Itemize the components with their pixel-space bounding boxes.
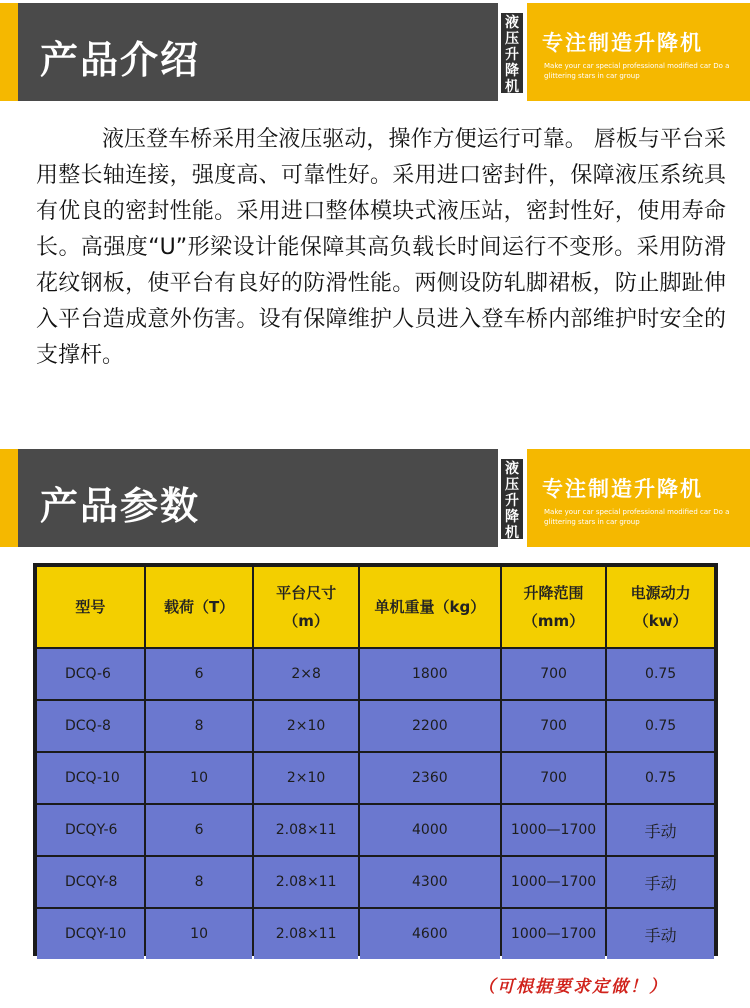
cell-lift-range: 700 [502,701,605,751]
banner-accent-stripe [0,3,18,101]
header-platform-size-unit: （m） [283,612,329,630]
header-model-label: 型号 [75,598,106,616]
table-row [37,857,714,907]
header-lift-range-label: 升降范围 [523,584,584,602]
header-model [37,567,144,647]
cell-weight: 4000 [360,805,500,855]
cell-weight: 1800 [360,649,500,699]
section-banner-intro [0,3,750,101]
cell-power: 0.75 [607,649,714,699]
cell-platform-size: 2×8 [254,649,357,699]
banner-slogan: 专注制造升降机 [542,31,703,55]
cell-lift-range: 1000—1700 [502,857,605,907]
cell-platform-size: 2.08×11 [254,857,357,907]
header-power-label: 电源动力 [630,584,691,602]
cell-model: DCQ-6 [37,649,144,699]
cell-power: 0.75 [607,753,714,803]
cell-weight: 4300 [360,857,500,907]
banner-vertical-label: 液压升降机 [501,459,523,539]
header-weight-label: 单机重量（kg） [374,598,486,616]
banner-slogan-panel [527,449,750,547]
cell-model: DCQ-8 [37,701,144,751]
header-platform-size-label: 平台尺寸 [276,584,337,602]
cell-platform-size: 2×10 [254,753,357,803]
intro-text: 液压登车桥采用全液压驱动，操作方便运行可靠。 唇板与平台采用整长轴连接，强度高、可靠性好。采用进口密封件，保障液压系统具有优良的密封性能。采用进口整体模块式液压站，密封性好，使用寿命长。高强度“U”形梁设计能保障其高负载长时间运行不变形。采用防滑花纹钢板，使平台有良好的防滑性能。两侧设防轧脚裙板，防止脚趾伸入平台造成意外伤害。设有保障维护人员进入登车桥内部维护时安全的支撑杆。 [36,127,726,368]
cell-weight: 4600 [360,909,500,959]
cell-power: 0.75 [607,701,714,751]
cell-platform-size: 2×10 [254,701,357,751]
banner-subtext: Make your car special professional modified car Do a glittering stars in car group [544,62,730,80]
section-banner-params [0,449,750,547]
banner-slogan-panel [527,3,750,101]
header-platform-size [254,567,357,647]
cell-model: DCQY-10 [37,909,144,959]
header-load [146,567,253,647]
cell-model: DCQY-6 [37,805,144,855]
table-row [37,909,714,959]
section-title: 产品介绍 [40,38,201,82]
banner-slogan: 专注制造升降机 [542,477,703,501]
header-lift-range-unit: （mm） [522,612,585,630]
cell-model: DCQY-8 [37,857,144,907]
cell-model: DCQ-10 [37,753,144,803]
cell-lift-range: 1000—1700 [502,909,605,959]
custom-order-note: （可根据要求定做！） [478,977,668,997]
table-row [37,701,714,751]
banner-title-panel [18,449,498,547]
cell-power: 手动 [607,909,714,959]
params-table-frame [33,563,718,956]
cell-load: 8 [146,857,253,907]
params-table [35,565,716,961]
header-power-unit: （kw） [633,612,688,630]
table-row [37,649,714,699]
header-weight [360,567,500,647]
cell-load: 6 [146,805,253,855]
banner-subtext: Make your car special professional modified car Do a glittering stars in car group [544,508,730,526]
cell-weight: 2200 [360,701,500,751]
header-power [607,567,714,647]
table-row [37,805,714,855]
cell-weight: 2360 [360,753,500,803]
header-load-label: 载荷（T） [163,598,235,616]
cell-load: 8 [146,701,253,751]
section-title: 产品参数 [40,484,201,528]
cell-load: 10 [146,909,253,959]
cell-lift-range: 700 [502,753,605,803]
cell-load: 6 [146,649,253,699]
cell-lift-range: 700 [502,649,605,699]
cell-load: 10 [146,753,253,803]
banner-title-panel [18,3,498,101]
table-row [37,753,714,803]
cell-platform-size: 2.08×11 [254,805,357,855]
product-intro-paragraph [36,122,726,374]
banner-vertical-label: 液压升降机 [501,13,523,93]
header-lift-range [502,567,605,647]
cell-platform-size: 2.08×11 [254,909,357,959]
banner-accent-stripe [0,449,18,547]
table-header-row [37,567,714,647]
cell-power: 手动 [607,857,714,907]
cell-power: 手动 [607,805,714,855]
cell-lift-range: 1000—1700 [502,805,605,855]
